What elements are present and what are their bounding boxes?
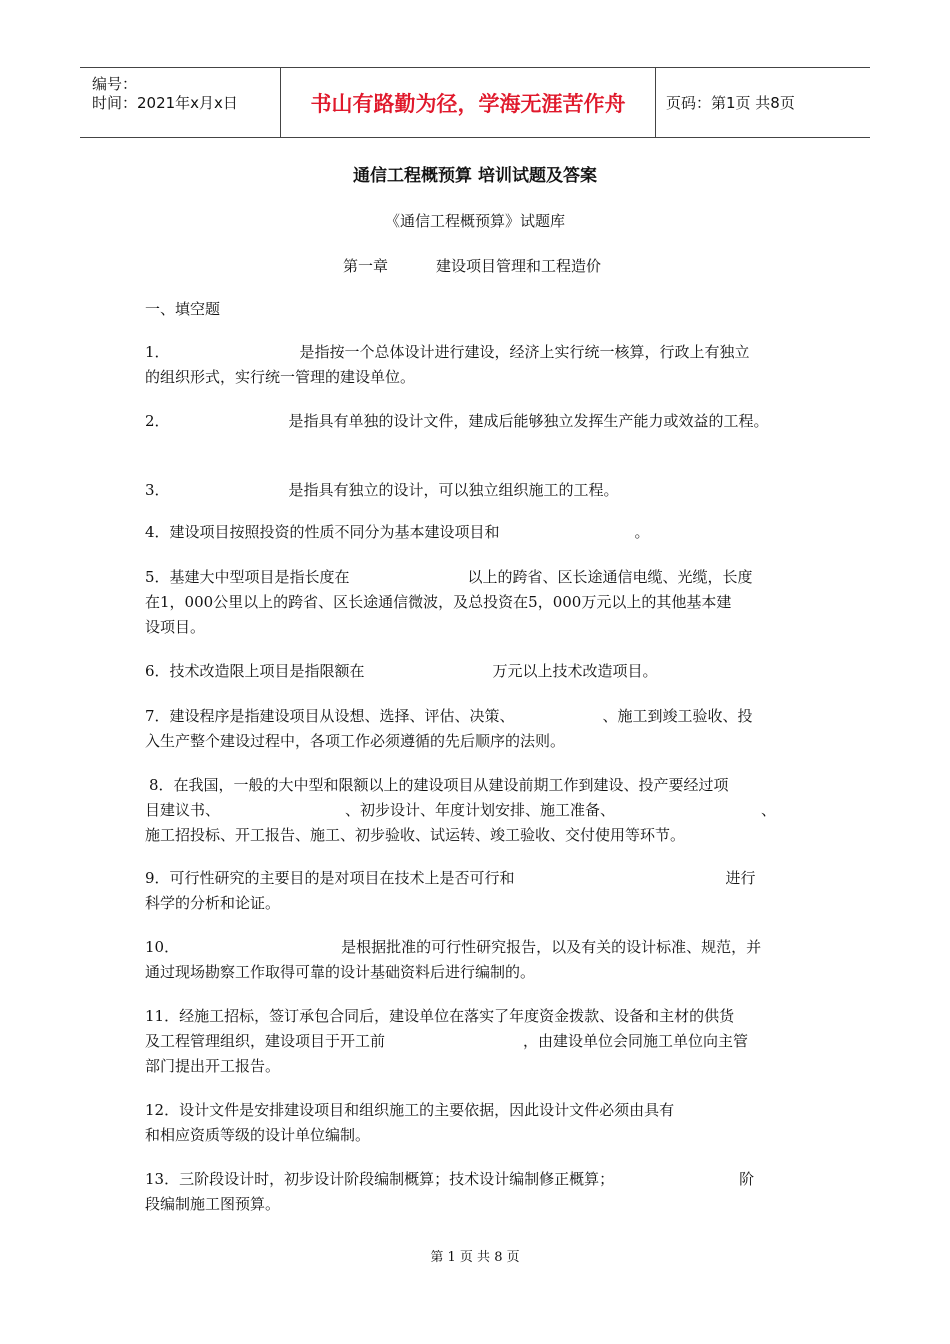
q10-number: 10． — [145, 938, 180, 956]
q1-text: 是指按一个总体设计进行建设，经济上实行统一核算，行政上有独立 — [299, 343, 750, 361]
chapter-number: 第一章 — [343, 257, 389, 275]
question-5 — [145, 565, 815, 640]
q2-number: 2． — [145, 412, 170, 430]
q11-text: 11．经施工招标，签订承包合同后，建设单位在落实了年度资金拨款、设备和主材的供货 — [145, 1007, 735, 1025]
header-motto-cell — [280, 68, 656, 137]
q10-text-c: 通过现场勘察工作取得可靠的设计基础资料后进行编制的。 — [145, 963, 536, 981]
question-12 — [145, 1098, 815, 1148]
q13-text-c: 段编制施工图预算。 — [145, 1195, 281, 1213]
q8-text-b: 目建议书、 — [145, 801, 221, 819]
question-8 — [149, 773, 819, 798]
question-2 — [145, 409, 815, 434]
question-6 — [145, 659, 815, 684]
q3-number: 3． — [145, 481, 170, 499]
header-info-cell — [80, 68, 280, 137]
q7-text: 7．建设程序是指建设项目从设想、选择、评估、决策、 — [145, 707, 515, 725]
question-10 — [145, 935, 815, 985]
q5-text-d: 设项目。 — [145, 618, 206, 636]
q2-text: 是指具有单独的设计文件，建成后能够独立发挥生产能力或效益的工程。 — [288, 412, 769, 430]
q1-text-cont: 的组织形式，实行统一管理的建设单位。 — [145, 368, 416, 386]
q11-text-d: 部门提出开工报告。 — [145, 1057, 281, 1075]
chapter-name: 建设项目管理和工程造价 — [436, 257, 602, 275]
question-4 — [145, 520, 815, 545]
q1-number: 1． — [145, 343, 170, 361]
q12-text-b: 和相应资质等级的设计单位编制。 — [145, 1126, 371, 1144]
page-footer: 第 1 页 共 8 页 — [430, 1250, 520, 1265]
chapter-heading — [343, 255, 601, 276]
motto: 书山有路勤为径，学海无涯苦作舟 — [310, 91, 626, 116]
question-7 — [145, 704, 815, 754]
page-label: 页码：第1页 共8页 — [666, 94, 795, 112]
q11-text-b: 及工程管理组织，建设项目于开工前 — [145, 1032, 386, 1050]
question-9 — [145, 866, 815, 916]
q9-text-c: 科学的分析和论证。 — [145, 894, 281, 912]
q5-text: 5．基建大中型项目是指长度在 — [145, 568, 350, 586]
q4-text: 4．建设项目按照投资的性质不同分为基本建设项目和 — [145, 523, 500, 541]
q13-text: 13．三阶段设计时，初步设计阶段编制概算；技术设计编制修正概算； — [145, 1170, 615, 1188]
q8-text-d: 、 — [761, 801, 777, 819]
q8-text-c: 、初步设计、年度计划安排、施工准备、 — [345, 801, 616, 819]
section-heading: 一、填空题 — [145, 300, 221, 318]
document-subtitle: 《通信工程概预算》试题库 — [384, 212, 565, 230]
q9-text: 9．可行性研究的主要目的是对项目在技术上是否可行和 — [145, 869, 515, 887]
q5-text-b: 以上的跨省、区长途通信电缆、光缆，长度 — [467, 568, 753, 586]
q3-text: 是指具有独立的设计，可以独立组织施工的工程。 — [288, 481, 619, 499]
question-8-cont — [145, 798, 815, 848]
q9-text-b: 进行 — [725, 869, 756, 887]
q4-end: 。 — [634, 523, 650, 541]
question-3 — [145, 478, 815, 503]
q12-text: 12．设计文件是安排建设项目和组织施工的主要依据，因此设计文件必须由具有 — [145, 1101, 675, 1119]
q8-text-e: 施工招投标、开工报告、施工、初步验收、试运转、竣工验收、交付使用等环节。 — [145, 826, 686, 844]
q7-text-c: 入生产整个建设过程中，各项工作必须遵循的先后顺序的法则。 — [145, 732, 566, 750]
q13-text-b: 阶 — [739, 1170, 755, 1188]
q10-text: 是根据批准的可行性研究报告，以及有关的设计标准、规范，并 — [341, 938, 762, 956]
number-label: 编号： — [92, 75, 138, 93]
question-11 — [145, 1004, 815, 1079]
document-title: 通信工程概预算 培训试题及答案 — [353, 166, 597, 186]
q5-text-c: 在1，000公里以上的跨省、区长途通信微波，及总投资在5，000万元以上的其他基本建 — [145, 593, 732, 611]
q6-text-b: 万元以上技术改造项目。 — [492, 662, 658, 680]
q11-text-c: ，由建设单位会同施工单位向主管 — [523, 1032, 749, 1050]
header-table — [80, 67, 870, 138]
q6-text: 6．技术改造限上项目是指限额在 — [145, 662, 365, 680]
q7-text-b: 、施工到竣工验收、投 — [602, 707, 753, 725]
q8-text: 8．在我国，一般的大中型和限额以上的建设项目从建设前期工作到建设、投产要经过项 — [149, 776, 729, 794]
time-label: 时间：2021年x月x日 — [92, 94, 238, 112]
question-13 — [145, 1167, 815, 1217]
question-1 — [145, 340, 815, 390]
